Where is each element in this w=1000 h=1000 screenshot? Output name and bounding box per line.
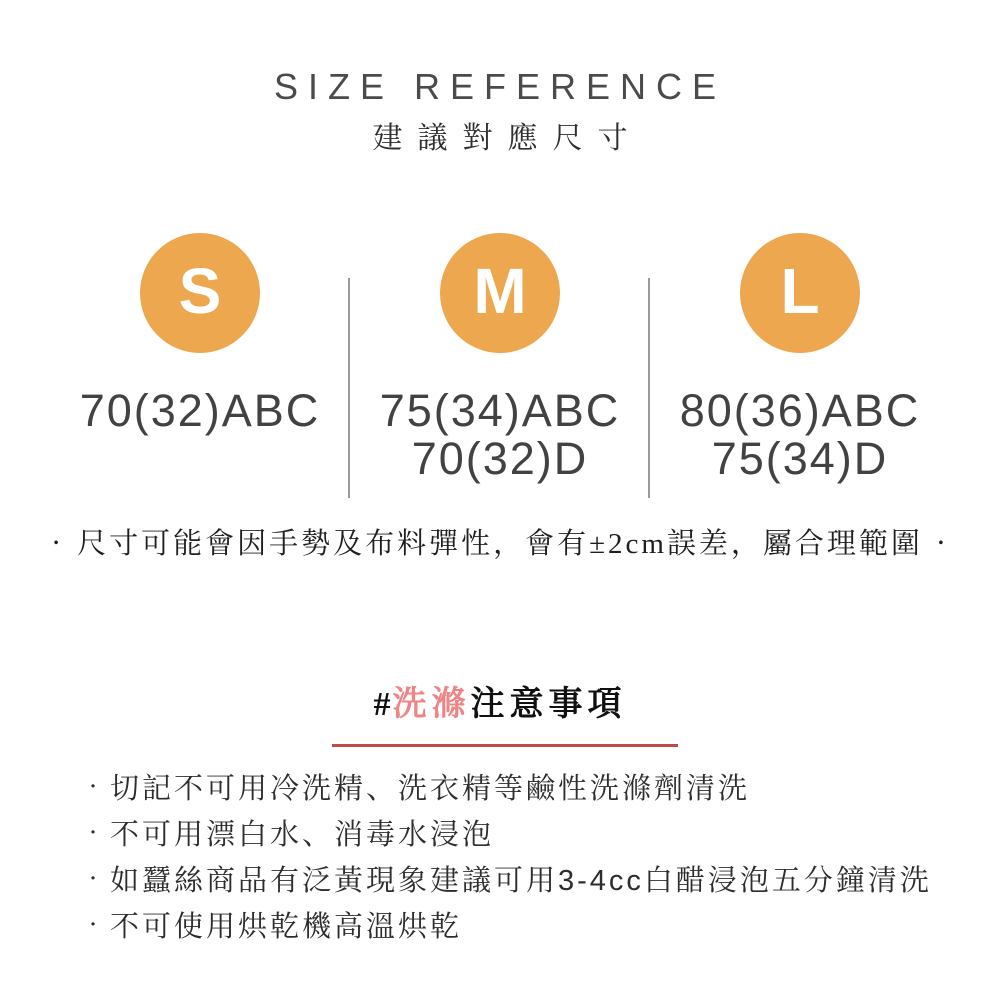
washing-list-item bbox=[84, 855, 984, 901]
size-column-m bbox=[350, 233, 650, 483]
washing-item-text: 不可用漂白水、消毒水浸泡 bbox=[110, 818, 495, 851]
bullet-marker: ・ bbox=[84, 777, 102, 797]
washing-instruction-list bbox=[84, 763, 984, 947]
size-letter-s: S bbox=[178, 255, 222, 327]
size-spec-line: 75(34)ABC bbox=[379, 385, 621, 436]
washing-list-item bbox=[84, 809, 984, 855]
washing-list-item bbox=[84, 763, 984, 809]
size-tolerance-note bbox=[0, 527, 1000, 561]
size-badge-m bbox=[440, 233, 560, 353]
size-spec-line: 80(36)ABC bbox=[679, 385, 921, 436]
washing-title-underline bbox=[332, 744, 678, 747]
bullet-marker: ・ bbox=[84, 823, 102, 843]
note-dot-left: ・ bbox=[46, 533, 70, 555]
size-tolerance-note-text: 尺寸可能會因手勢及布料彈性，會有±2cm誤差，屬合理範圍 bbox=[77, 528, 923, 560]
size-spec-line: 70(32)D bbox=[411, 433, 589, 484]
size-column-s bbox=[50, 233, 350, 435]
size-spec-line: 75(34)D bbox=[711, 433, 889, 484]
washing-title-hash: # bbox=[373, 686, 393, 723]
washing-item-text: 如蠶絲商品有泛黃現象建議可用3-4cc白醋浸泡五分鐘清洗 bbox=[110, 864, 932, 897]
washing-item-text: 切記不可用冷洗精、洗衣精等鹼性洗滌劑清洗 bbox=[110, 772, 751, 805]
note-dot-right: ・ bbox=[930, 533, 954, 555]
washing-list-item bbox=[84, 901, 984, 947]
washing-item-text: 不可使用烘乾機高溫烘乾 bbox=[110, 910, 463, 943]
page-title: SIZE REFERENCE bbox=[273, 66, 727, 107]
size-badge-s bbox=[140, 233, 260, 353]
washing-title-rest: 注意事項 bbox=[470, 686, 627, 723]
page-subtitle: 建議對應尺寸 bbox=[372, 122, 643, 155]
washing-section-title bbox=[0, 685, 1000, 725]
bullet-marker: ・ bbox=[84, 869, 102, 889]
bullet-marker: ・ bbox=[84, 915, 102, 935]
size-specs-m bbox=[380, 387, 621, 483]
size-columns bbox=[0, 233, 1000, 513]
size-spec-line: 70(32)ABC bbox=[79, 385, 321, 436]
size-letter-m: M bbox=[473, 255, 527, 327]
size-column-l bbox=[650, 233, 950, 483]
size-specs-l bbox=[680, 387, 921, 483]
size-specs-s bbox=[80, 387, 321, 435]
washing-title-highlight: 洗滌 bbox=[392, 686, 471, 723]
size-letter-l: L bbox=[780, 255, 820, 327]
size-badge-l bbox=[740, 233, 860, 353]
